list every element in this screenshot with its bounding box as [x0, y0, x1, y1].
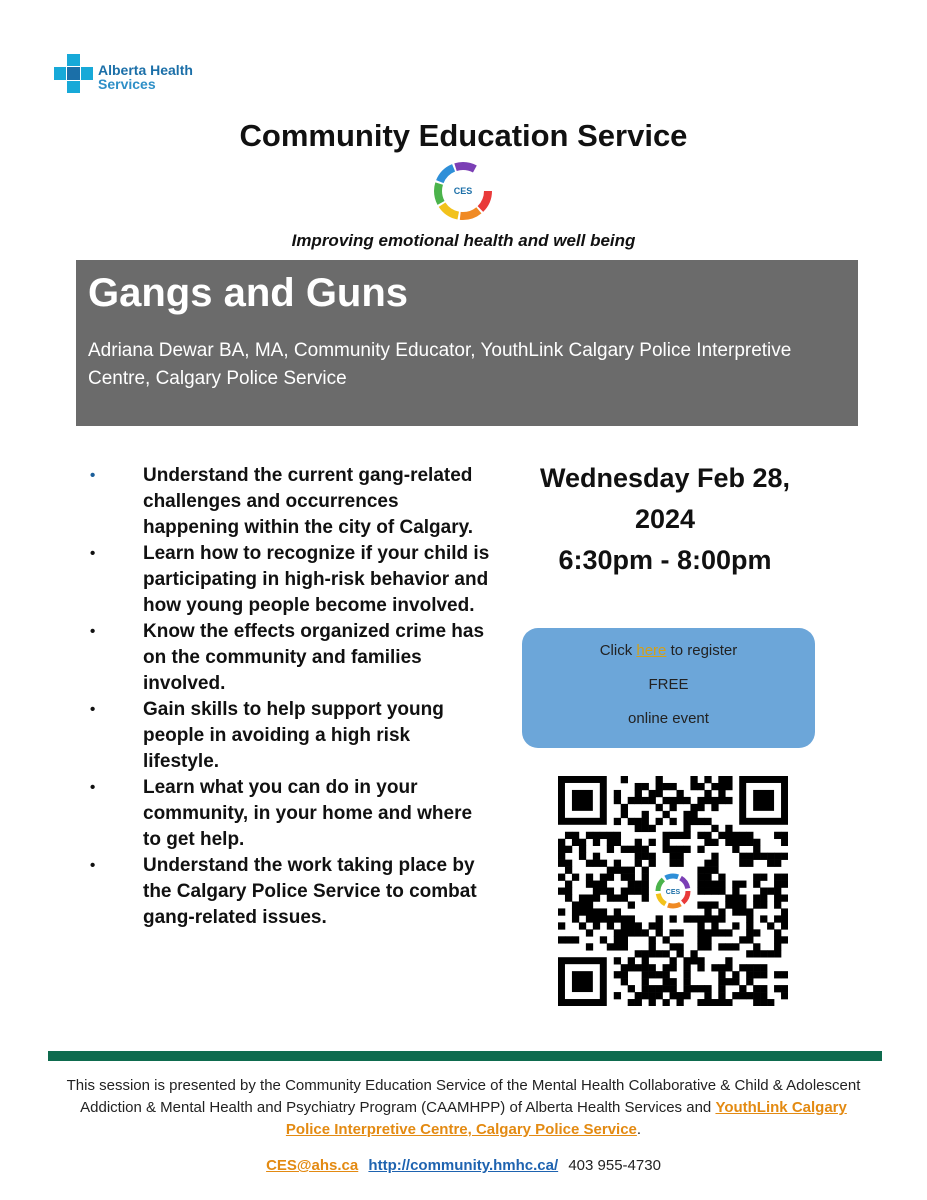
ces-badge-text: CES: [453, 186, 473, 196]
divider: [48, 1051, 882, 1061]
phone-number: 403 955-4730: [568, 1157, 661, 1174]
list-item: • Know the effects organized crime has on the community and families involved.: [90, 621, 485, 694]
list-item: • Understand the current gang-related challenges and occurrences happening within the city of Calgary.: [90, 465, 474, 538]
topic-list: [90, 463, 490, 931]
event-schedule: [500, 458, 830, 581]
list-item: • Gain skills to help support young people in avoiding a high risk lifestyle.: [90, 699, 444, 772]
presenter-info: Adriana Dewar BA, MA, Community Educator, YouthLink Calgary Police Interpretive Centre, Calgary Police Service: [88, 340, 792, 389]
event-year: 2024: [634, 504, 696, 534]
register-link[interactable]: here: [636, 642, 667, 659]
registration-qr-code: [558, 776, 788, 1006]
logo-line2: Services: [98, 76, 156, 92]
list-item: • Learn what you can do in your community, in your home and where to get help.: [90, 777, 473, 850]
qr-finder-pattern: [558, 957, 607, 1006]
page-title: Community Education Service: [239, 118, 688, 153]
ces-badge-icon: [432, 160, 494, 222]
email-link[interactable]: CES@ahs.ca: [266, 1157, 359, 1174]
list-item: • Learn how to recognize if your child is participating in high-risk behavior and how young people become involved.: [90, 543, 490, 616]
event-date: Wednesday Feb 28,: [539, 463, 791, 493]
format-label: online event: [628, 710, 709, 727]
qr-finder-pattern: [739, 776, 788, 825]
price-label: FREE: [648, 676, 689, 693]
logo-line1: Alberta Health: [98, 62, 193, 78]
website-link[interactable]: http://community.hmhc.ca/: [368, 1157, 559, 1174]
event-title: Gangs and Guns: [88, 271, 409, 315]
youthlink-link[interactable]: YouthLink Calgary Police Interpretive Centre, Calgary Police Service: [285, 1099, 847, 1138]
ahs-logo: [52, 52, 212, 98]
list-item: • Understand the work taking place by the Calgary Police Service to combat gang-related issues.: [90, 855, 477, 928]
qr-center-text: CES: [665, 889, 681, 896]
qr-finder-pattern: [558, 776, 607, 825]
register-suffix: to register: [670, 642, 738, 659]
event-time: 6:30pm - 8:00pm: [558, 545, 772, 575]
register-prefix: Click: [599, 642, 633, 659]
tagline: Improving emotional health and well being: [291, 231, 636, 250]
ahs-cross-icon: [52, 52, 96, 96]
footer-text: This session is presented by the Community Education Service of the Mental Health Collaborative & Child & Adolescent Addiction & Mental Health and Psychiatry Program (CAAMHPP) of Alberta Health Services and YouthLink Calgary Police Interpretive Centre, Calgary Police Service.: [66, 1077, 861, 1138]
register-line: [522, 642, 815, 659]
contact-line: [0, 1157, 927, 1174]
register-box: [522, 628, 815, 748]
